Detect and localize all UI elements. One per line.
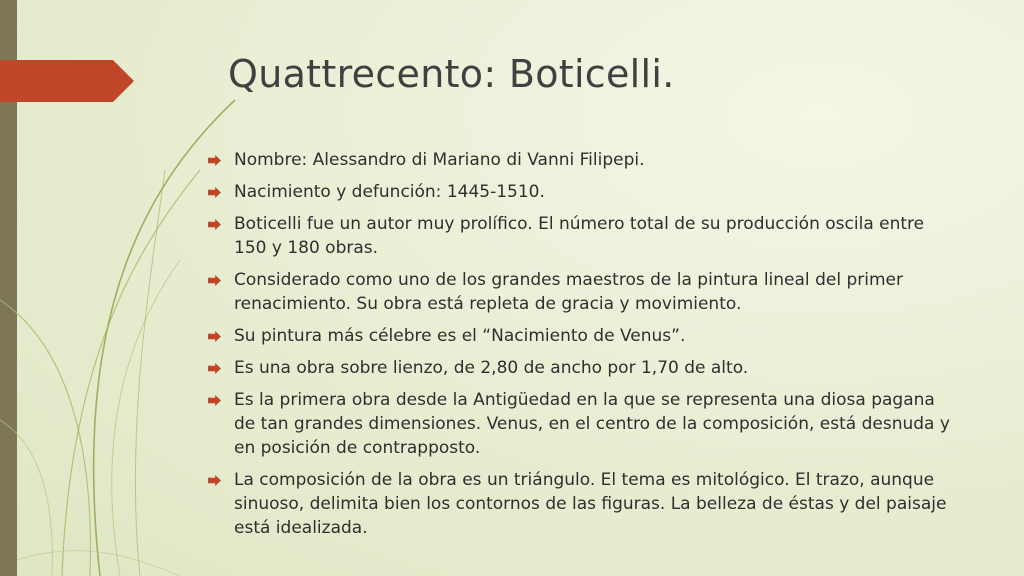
title-arrow-shape xyxy=(0,60,134,102)
bullet-text: Nombre: Alessandro di Mariano di Vanni Filipepi. xyxy=(234,150,645,170)
bullet-text: Su pintura más célebre es el “Nacimiento de Venus”. xyxy=(234,326,686,346)
bullet-item xyxy=(208,180,953,204)
slide-title: Quattrecento: Boticelli. xyxy=(228,52,675,96)
arrow-bullet-icon xyxy=(208,187,221,198)
arrow-bullet-icon xyxy=(208,219,221,230)
bullet-text: La composición de la obra es un triángulo. El tema es mitológico. El trazo, aunque sinuoso, delimita bien los contornos de las figuras. La belleza de éstas y del paisaje está idealizada. xyxy=(234,470,947,538)
bullet-item xyxy=(208,356,953,380)
bullet-item xyxy=(208,148,953,172)
bullet-item xyxy=(208,268,953,316)
arrow-bullet-icon xyxy=(208,155,221,166)
bullet-item xyxy=(208,212,953,260)
bullet-text: Considerado como uno de los grandes maestros de la pintura lineal del primer renacimiento. Su obra está repleta de gracia y movimiento. xyxy=(234,270,903,314)
bullet-text: Boticelli fue un autor muy prolífico. El número total de su producción oscila entre 150 y 180 obras. xyxy=(234,214,925,258)
bullet-item xyxy=(208,388,953,460)
arrow-bullet-icon xyxy=(208,331,221,342)
arrow-bullet-icon xyxy=(208,363,221,374)
bullet-list xyxy=(208,148,953,548)
bullet-item xyxy=(208,324,953,348)
bullet-item xyxy=(208,468,953,540)
arrow-bullet-icon xyxy=(208,395,221,406)
bullet-text: Nacimiento y defunción: 1445-1510. xyxy=(234,182,545,202)
arrow-bullet-icon xyxy=(208,475,221,486)
bullet-text: Es una obra sobre lienzo, de 2,80 de ancho por 1,70 de alto. xyxy=(234,358,749,378)
bullet-text: Es la primera obra desde la Antigüedad en la que se representa una diosa pagana de tan grandes dimensiones. Venus, en el centro de la composición, está desnuda y en posición de contrapposto. xyxy=(234,390,950,458)
arrow-bullet-icon xyxy=(208,275,221,286)
